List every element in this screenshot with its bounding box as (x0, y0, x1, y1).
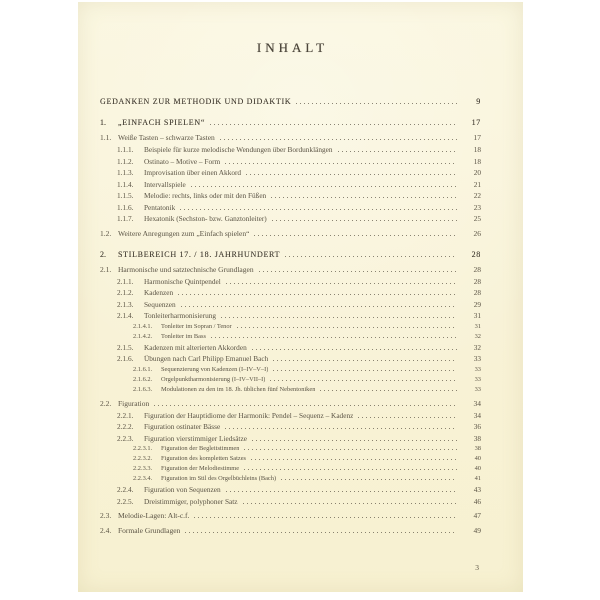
dot-leader (338, 146, 457, 152)
dot-leader (251, 454, 457, 460)
dot-leader (194, 512, 457, 518)
toc-entry-page-number: 18 (473, 156, 481, 166)
toc-entry-number: 2.2.3. (117, 433, 134, 443)
toc-entry-page-number: 32 (473, 342, 481, 352)
toc-row (100, 179, 481, 191)
toc-row (100, 474, 481, 484)
toc-content (78, 40, 523, 537)
dot-leader (270, 375, 457, 381)
toc-entry-label: Figuration des kompletten Satzes (161, 455, 247, 462)
dot-leader (225, 423, 457, 429)
toc-entry-page-number: 46 (473, 496, 481, 506)
toc-entry-page-number: 36 (473, 422, 481, 431)
toc-entry-number: 2.1.2. (117, 288, 134, 297)
toc-entry-page-number: 33 (474, 385, 481, 393)
toc-entry-page-number: 32 (474, 332, 481, 340)
toc-entry-number: 1.1. (100, 133, 112, 142)
toc-row (100, 264, 481, 276)
toc-entry-page-number: 34 (473, 410, 481, 420)
footer-page-number: 3 (475, 563, 479, 572)
toc-entry-page-number: 21 (473, 179, 481, 189)
toc-entry-label: STILBEREICH 17. / 18. JAHRHUNDERT (118, 249, 281, 259)
toc-row (100, 433, 481, 445)
dot-leader (191, 181, 457, 187)
dot-leader (221, 312, 457, 318)
toc-entry-number: 2.1.4.1. (133, 322, 153, 330)
toc-entry-page-number: 28 (473, 264, 481, 274)
toc-row (100, 496, 481, 508)
dot-leader (244, 444, 457, 450)
toc-entry-page-number: 26 (473, 228, 481, 238)
toc-entry-label: GEDANKEN ZUR METHODIK UND DIDAKTIK (100, 97, 292, 106)
toc-entry-label: Pentatonik (144, 202, 176, 212)
toc-row (100, 190, 481, 202)
toc-entry-label: Kadenzen (144, 288, 174, 297)
dot-leader (180, 204, 457, 210)
toc-entry-label: Figuration ostinater Bässe (144, 422, 221, 431)
toc-entry-label: Tonleiter im Bass (161, 332, 206, 340)
dot-leader (259, 266, 457, 272)
toc-entry-number: 1.1.5. (117, 191, 134, 200)
toc-entry-label: Figuration der Melodiestimme (161, 465, 240, 472)
toc-row (100, 385, 481, 395)
toc-entry-number: 2.1.6.3. (133, 385, 153, 393)
toc-entry-number: 1.1.4. (117, 179, 134, 189)
toc-entry-number: 2.1.4. (117, 311, 134, 320)
toc-row (100, 332, 481, 342)
toc-entry-label: Harmonische Quintpendel (144, 276, 221, 286)
toc-row (100, 249, 481, 261)
toc-entry-number: 1. (100, 118, 106, 127)
toc-row (100, 213, 481, 225)
dot-leader (181, 301, 457, 307)
dot-leader (281, 474, 457, 480)
dot-leader (358, 412, 457, 418)
toc-row (100, 322, 481, 332)
toc-entry-page-number: 33 (474, 365, 481, 373)
toc-entry-label: Figuration vierstimmiger Liedsätze (144, 433, 247, 443)
toc-entry-number: 2.4. (100, 526, 112, 535)
toc-entry-label: Dreistimmiger, polyphoner Satz (144, 496, 238, 506)
toc-row (100, 365, 481, 375)
toc-entry-page-number: 28 (473, 276, 481, 286)
toc-row (100, 398, 481, 410)
toc-entry-number: 2.2.3.3. (133, 465, 153, 472)
toc-entry-label: „EINFACH SPIELEN“ (118, 118, 206, 127)
toc-entry-number: 2.1.3. (117, 299, 134, 309)
dot-leader (271, 192, 457, 198)
toc-entry-number: 2.2.3.2. (133, 455, 153, 462)
dot-leader (226, 278, 457, 284)
toc-entry-page-number: 34 (473, 398, 481, 408)
toc-row (100, 276, 481, 288)
toc-entry-number: 2.1.4.2. (133, 332, 153, 340)
toc-entry-number: 1.2. (100, 228, 112, 238)
toc-entry-label: Figuration der Begleitstimmen (161, 445, 240, 452)
toc-row (100, 525, 481, 537)
toc-entry-page-number: 17 (471, 118, 481, 127)
dot-leader (246, 169, 457, 175)
toc-entry-label: Improvisation über einen Akkord (144, 168, 242, 177)
toc-entry-label: Hexatonik (Sechston- bzw. Ganztonleiter) (144, 214, 267, 223)
toc-entry-label: Beispiele für kurze melodische Wendungen über Bordunklängen (144, 145, 333, 154)
dot-leader (178, 289, 457, 295)
toc-entry-page-number: 38 (473, 433, 481, 443)
toc-entry-page-number: 41 (474, 475, 481, 482)
toc-entry-number: 2.1.6. (117, 354, 134, 363)
toc-entry-label: Figuration von Sequenzen (144, 485, 221, 494)
toc-entry-number: 1.1.7. (117, 214, 134, 223)
toc-entry-page-number: 25 (473, 214, 481, 223)
toc-entry-number: 2.3. (100, 511, 112, 520)
toc-entry-page-number: 20 (473, 168, 481, 177)
dot-leader (272, 215, 457, 221)
dot-leader (296, 98, 457, 104)
toc-entry-number: 2.1. (100, 264, 112, 274)
toc-entry-page-number: 47 (473, 511, 481, 520)
toc-entry-number: 1.1.1. (117, 145, 134, 154)
toc-entry-label: Harmonische und satztechnische Grundlagen (118, 264, 254, 274)
toc-row (100, 132, 481, 144)
dot-leader (273, 365, 457, 371)
toc-entry-label: Weitere Anregungen zum „Einfach spielen“ (118, 228, 250, 238)
toc-entry-number: 1.1.3. (117, 168, 134, 177)
book-page (78, 2, 523, 592)
toc-entry-label: Sequenzierung von Kadenzen (I–IV–V–I) (161, 365, 269, 373)
toc-entry-number: 2.2.3.1. (133, 445, 153, 452)
toc-entry-label: Übungen nach Carl Philipp Emanuel Bach (144, 354, 269, 363)
toc-entry-number: 2.2.5. (117, 496, 134, 506)
toc-entry-label: Figuration (118, 398, 150, 408)
toc-entry-label: Kadenzen mit alterierten Akkorden (144, 342, 247, 352)
toc-entry-number: 1.1.2. (117, 156, 134, 166)
toc-entry-label: Modulationen zu den im 18. Jh. üblichen fünf Nebentoniken (161, 385, 316, 393)
toc-entry-label: Melodie-Lagen: Alt-c.f. (118, 511, 190, 520)
toc-row (100, 144, 481, 156)
toc-entry-page-number: 28 (473, 288, 481, 297)
toc-entry-number: 2.2.2. (117, 422, 134, 431)
toc-entry-number: 2.2.4. (117, 485, 134, 494)
toc-entry-number: 2. (100, 249, 106, 259)
toc-entry-number: 2.1.5. (117, 342, 134, 352)
dot-leader (225, 158, 457, 164)
toc-row (100, 167, 481, 179)
dot-leader (237, 322, 457, 328)
toc-row (100, 228, 481, 240)
toc-entry-label: Figuration der Hauptidiome der Harmonik: Pendel – Sequenz – Kadenz (144, 410, 354, 420)
toc-row (100, 299, 481, 311)
dot-leader (226, 486, 457, 492)
dot-leader (185, 527, 457, 533)
dot-leader (285, 251, 457, 257)
dot-leader (273, 355, 457, 361)
toc-row (100, 484, 481, 496)
toc-entry-label: Tonleiterharmonisierung (144, 311, 217, 320)
toc-entry-number: 1.1.6. (117, 202, 134, 212)
toc-entry-number: 2.2. (100, 398, 112, 408)
toc-row (100, 410, 481, 422)
dot-leader (154, 400, 457, 406)
toc-entry-page-number: 28 (471, 249, 481, 259)
toc-entry-label: Sequenzen (144, 299, 176, 309)
toc-entry-page-number: 18 (473, 145, 481, 154)
toc-entry-label: Orgelpunktharmonisierung (I–IV–VII–I) (161, 375, 266, 383)
dot-leader (254, 230, 457, 236)
toc-entry-page-number: 17 (473, 133, 481, 142)
toc-entry-page-number: 40 (474, 455, 481, 462)
toc-entry-page-number: 31 (473, 311, 481, 320)
toc-entry-page-number: 33 (474, 375, 481, 383)
toc-entry-label: Intervallspiele (144, 179, 186, 189)
toc-entry-page-number: 33 (473, 354, 481, 363)
toc-entry-page-number: 23 (473, 202, 481, 212)
toc-row (100, 96, 481, 108)
toc-entry-page-number: 29 (473, 299, 481, 309)
toc-entry-label: Ostinato – Motive – Form (144, 156, 221, 166)
toc-row (100, 310, 481, 322)
toc-row (100, 375, 481, 385)
dot-leader (320, 385, 457, 391)
toc-entry-number: 2.2.1. (117, 410, 134, 420)
toc-entry-page-number: 43 (473, 485, 481, 494)
toc-entry-page-number: 9 (476, 97, 481, 106)
toc-row (100, 287, 481, 299)
toc-entry-label: Tonleiter im Sopran / Tenor (161, 322, 232, 330)
toc-row (100, 444, 481, 454)
toc-entry-label: Formale Grundlagen (118, 526, 181, 535)
toc-entry-label: Weiße Tasten – schwarze Tasten (118, 133, 215, 142)
toc-row (100, 421, 481, 433)
dot-leader (220, 134, 457, 140)
toc-row (100, 202, 481, 214)
toc-entry-label: Melodie: rechts, links oder mit den Füßen (144, 191, 267, 200)
dot-leader (252, 344, 457, 350)
dot-leader (211, 332, 457, 338)
toc-entry-number: 2.1.1. (117, 276, 134, 286)
toc-rows (100, 96, 481, 537)
page-title: INHALT (256, 40, 329, 55)
toc-entry-page-number: 49 (473, 526, 481, 535)
toc-row (100, 510, 481, 522)
toc-entry-number: 2.2.3.4. (133, 475, 153, 482)
toc-entry-number: 2.1.6.1. (133, 365, 153, 373)
dot-leader (244, 464, 457, 470)
toc-row (100, 454, 481, 464)
toc-entry-label: Figuration im Stil des Orgelbüchleins (Bach) (161, 475, 277, 482)
toc-row (100, 353, 481, 365)
dot-leader (243, 498, 457, 504)
toc-entry-number: 2.1.6.2. (133, 375, 153, 383)
toc-row (100, 117, 481, 129)
toc-entry-page-number: 40 (474, 465, 481, 472)
toc-row (100, 464, 481, 474)
dot-leader (210, 119, 457, 125)
toc-entry-page-number: 38 (474, 445, 481, 452)
toc-row (100, 156, 481, 168)
toc-entry-page-number: 31 (474, 322, 481, 330)
toc-row (100, 342, 481, 354)
toc-entry-page-number: 22 (473, 191, 481, 200)
dot-leader (252, 435, 457, 441)
